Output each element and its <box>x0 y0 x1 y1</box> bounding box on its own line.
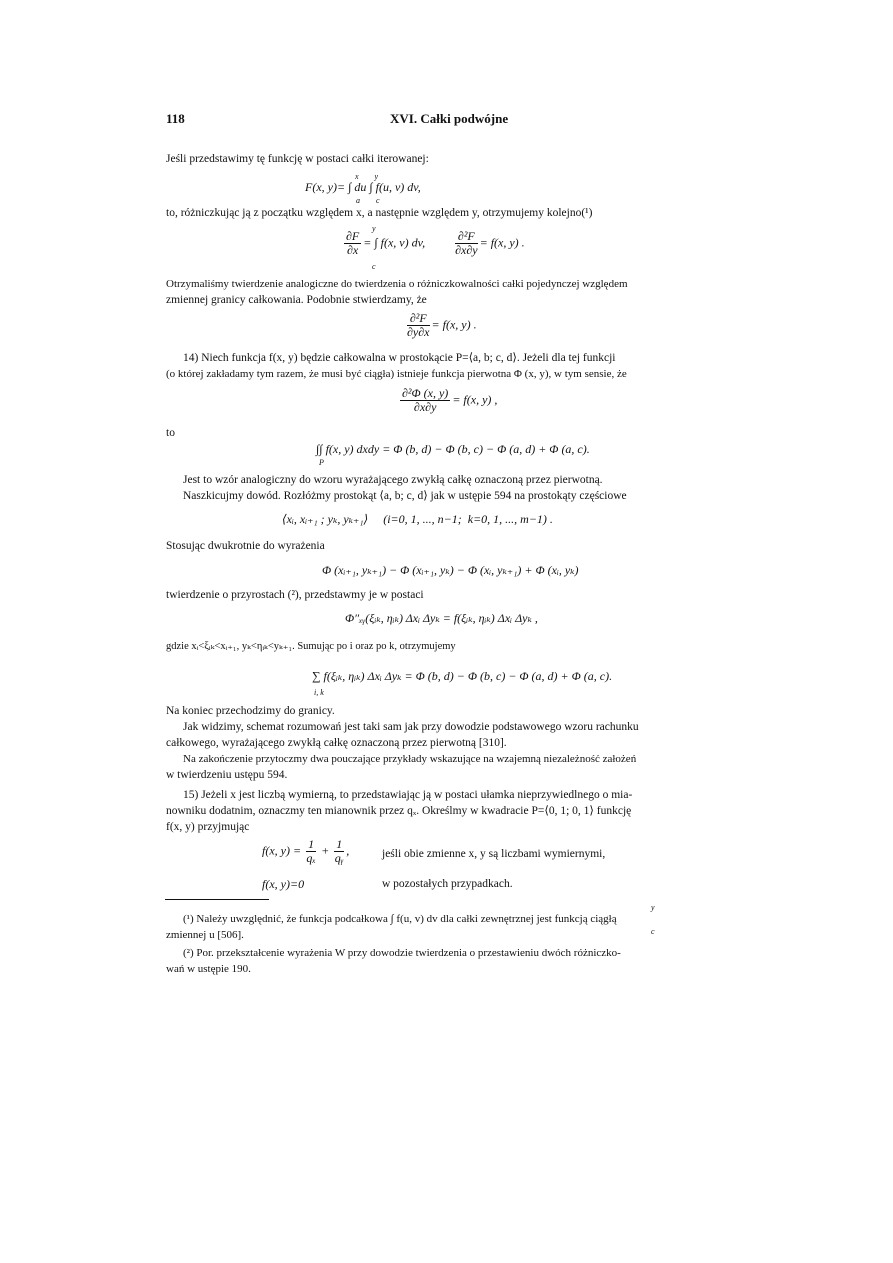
equation-primitive-function: $\frac{\text{∂²Φ (x, y)}}{\partial x\partial y}$ = f(x, y) , <box>402 386 498 414</box>
footnote-2: (²) Por. przekształcenie wyrażenia W przy dowodzie twierdzenia o przestawieniu dwóch różniczko- <box>183 947 621 959</box>
equation-expression: Φ (xᵢ₊₁, yₖ₊₁) − Φ (xᵢ₊₁, yₖ) − Φ (xᵢ, yₖ₊₁) + Φ (xᵢ, yₖ) <box>322 563 579 577</box>
equation-iterated-integral: F(x, y)= ∫ du ∫ f(u, v) dv, <box>305 180 421 194</box>
text-line: Na koniec przechodzimy do granicy. <box>166 705 335 717</box>
text-line: Jak widzimy, schemat rozumowań jest taki sam jak przy dowodzie podstawowego wzoru rachunku <box>183 721 639 733</box>
text-line: jeśli obie zmienne x, y są liczbami wymiernymi, <box>382 848 606 860</box>
footnote-1-cont: zmiennej u [506]. <box>166 929 244 941</box>
integral-upper-limit: y <box>372 224 376 233</box>
page-number: 118 <box>166 111 185 126</box>
text-line: 15) Jeżeli x jest liczbą wymierną, to przedstawiając ją w postaci ułamka nieprzywiedlnego o mia- <box>183 789 633 801</box>
running-title: XVI. Całki podwójne <box>390 111 509 126</box>
text-line: twierdzenie o przyrostach (²), przedstawmy je w postaci <box>166 589 424 601</box>
equation-definition-other: f(x, y)=0 <box>262 877 305 891</box>
text-line: gdzie xᵢ<ξᵢₖ<xᵢ₊₁, yₖ<ηᵢₖ<yₖ₊₁. Sumując po i oraz po k, otrzymujemy <box>166 641 456 652</box>
fraction: $\frac{1}{\text{qₓ}}$ <box>306 837 316 865</box>
text-line: 14) Niech funkcja f(x, y) będzie całkowalna w prostokącie P=⟨a, b; c, d⟩. Jeżeli dla tej funkcji <box>183 352 616 364</box>
text-line: w pozostałych przypadkach. <box>382 878 513 890</box>
text-line: f(x, y) przyjmując <box>166 821 250 833</box>
integral-lower-limits: a c <box>356 196 380 205</box>
fraction: $\frac{\text{∂²F}}{\partial x\partial y}$ <box>455 229 478 257</box>
equation-double-integral: ∫∫ f(x, y) dxdy = Φ (b, d) − Φ (b, c) − Φ (a, d) + Φ (a, c). <box>316 442 590 456</box>
text-line: Na zakończenie przytoczmy dwa pouczające przykłady wskazujące na wzajemną niezależność założeń <box>183 753 637 765</box>
text-line: to, różniczkując ją z początku względem x, a następnie względem y, otrzymujemy kolejno(¹) <box>166 207 593 219</box>
text-line: nowniku dodatnim, oznaczmy ten mianownik przez qₓ. Określmy w kwadracie P=⟨0, 1; 0, 1⟩ funkcję <box>166 805 632 817</box>
text-line: Otrzymaliśmy twierdzenie analogiczne do twierdzenia o różniczkowalności całki pojedynczej względem <box>166 278 628 290</box>
integral-upper-limits: x y <box>355 172 379 181</box>
fraction: $\frac{\text{∂²F}}{\partial y\partial x}$ <box>407 311 430 339</box>
fraction: $\frac{\text{∂²Φ (x, y)}}{\partial x\partial y}$ <box>402 386 449 414</box>
text-line: w twierdzeniu ustępu 594. <box>166 769 288 781</box>
text-line: to <box>166 427 175 439</box>
footnote-integral-lower: c <box>651 927 655 936</box>
footnote-rule <box>165 899 269 900</box>
equation-partition: ⟨xᵢ, xᵢ₊₁ ; yₖ, yₖ₊₁⟩ (i=0, 1, ..., n−1; k=0, 1, ..., m−1) . <box>282 512 553 526</box>
fraction: $\frac{1}{\text{qᵧ}}$ <box>334 837 344 865</box>
equation-sum: ∑ f(ξᵢₖ, ηᵢₖ) Δxᵢ Δyₖ = Φ (b, d) − Φ (b, c) − Φ (a, d) + Φ (a, c). <box>312 669 613 683</box>
text-line: (o której zakładamy tym razem, że musi być ciągła) istnieje funkcja pierwotna Φ (x, y), w tym sensie, że <box>166 368 627 380</box>
fraction: $\frac{\partial F}{\partial x}$ <box>346 229 360 257</box>
footnote-integral-upper: y <box>651 903 655 912</box>
text-line: Stosując dwukrotnie do wyrażenia <box>166 540 325 552</box>
integral-region-label: P <box>319 458 324 467</box>
text-line: Jeśli przedstawimy tę funkcję w postaci całki iterowanej: <box>166 153 429 165</box>
equation-mixed-derivative: $\frac{\text{∂²F}}{\partial y\partial x}$ = f(x, y) . <box>407 311 477 339</box>
sum-index-label: i, k <box>314 688 324 697</box>
text-line: zmiennej granicy całkowania. Podobnie stwierdzamy, że <box>166 294 427 306</box>
equation-definition-rational: f(x, y) = $\frac{1}{\text{qₓ}}$ + $\frac{1}{\text{qᵧ}}$ , <box>262 837 350 865</box>
footnote-1: (¹) Należy uwzględnić, że funkcja podcałkowa ∫ f(u, v) dv dla całki zewnętrznej jest funkcją ciągłą <box>183 913 617 925</box>
footnote-2-cont: wań w ustępie 190. <box>166 963 251 975</box>
text-line: Naszkicujmy dowód. Rozłóżmy prostokąt ⟨a, b; c, d⟩ jak w ustępie 594 na prostokąty częściowe <box>183 490 627 502</box>
equation-partial-derivatives: $\frac{\partial F}{\partial x}$ = ∫ f(x, v) dv, $\frac{\text{∂²F}}{\partial x\partial y}$ = f(x, y) . <box>346 229 525 257</box>
equation-increments: Φ″ₓᵧ(ξᵢₖ, ηᵢₖ) Δxᵢ Δyₖ = f(ξᵢₖ, ηᵢₖ) Δxᵢ Δyₖ , <box>345 611 538 625</box>
text-line: Jest to wzór analogiczny do wzoru wyrażającego zwykłą całkę oznaczoną przez pierwotną. <box>183 474 603 486</box>
text-line: całkowego, wyrażającego zwykłą całkę oznaczoną przez pierwotną [310]. <box>166 737 507 749</box>
integral-lower-limit: c <box>372 262 376 271</box>
